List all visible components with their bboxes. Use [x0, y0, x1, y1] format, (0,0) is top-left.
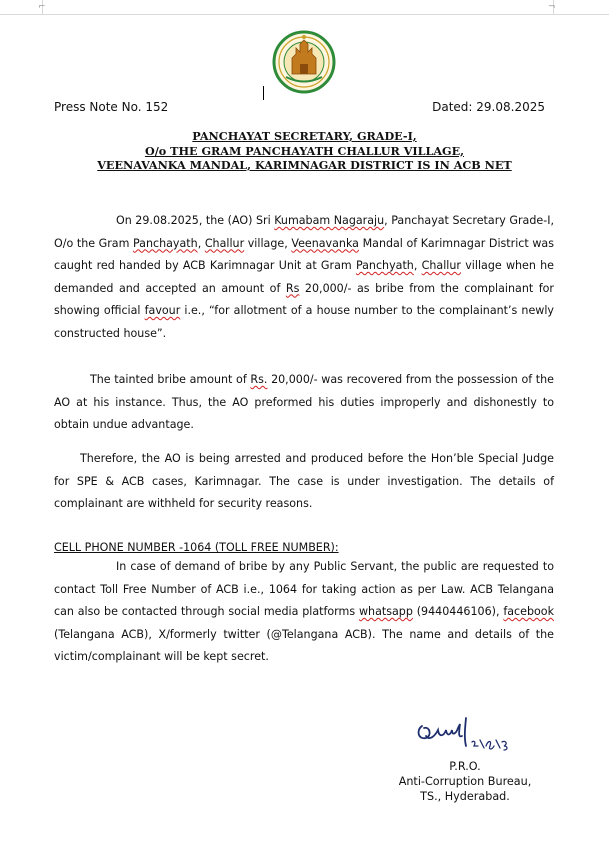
p2-spell-1: Rs.	[250, 373, 268, 386]
p1-text-1: On 29.08.2025, the (AO) Sri	[116, 214, 275, 227]
p1-text-8: 20,000/- as bribe from the complainant for showing official	[54, 281, 554, 317]
p1-spell-6: Rs	[285, 281, 300, 295]
p1-spell-2: Challur	[204, 236, 245, 250]
p1-text-7: village when he demanded and accepted an amount of	[54, 259, 555, 295]
title-line-3: VEENAVANKA MANDAL, KARIMNAGAR DISTRICT IS IN ACB NET	[97, 158, 512, 172]
helpline-whatsapp: whatsapp	[358, 605, 413, 618]
government-emblem-logo	[272, 30, 336, 94]
top-page-edge	[0, 14, 609, 15]
p1-spell-4: Panchyath	[355, 259, 414, 272]
p1-text-9: i.e., “for allotment of a house number to the complainant’s newly constructed house”.	[54, 304, 554, 340]
p1-text-4: village,	[244, 236, 292, 250]
title-line-2: O/o THE GRAM PANCHAYATH CHALLUR VILLAGE,	[144, 143, 465, 158]
p3-text: Therefore, the AO is being arrested and produced before the Hon’ble Special Judge for SPE & ACB cases, Karimnagar. The case is under investigation. The details of complainant are withheld for security reasons.	[54, 452, 554, 510]
paragraph-arrest	[54, 448, 554, 516]
helpline-heading: CELL PHONE NUMBER -1064 (TOLL FREE NUMBER):	[54, 541, 339, 554]
p1-text-3: ,	[197, 236, 205, 250]
crop-mark-left: ⌐	[38, 2, 46, 12]
signatory-location: TS., Hyderabad.	[420, 790, 510, 803]
p1-text-2: , Panchayat Secretary Grade-I, O/o the Gram	[54, 214, 554, 250]
p1-spell-1: Panchayath	[132, 236, 198, 250]
title-line-1: PANCHAYAT SECRETARY, GRADE-I,	[192, 129, 417, 143]
handwritten-signature	[412, 712, 522, 760]
signatory-designation: P.R.O.	[449, 760, 481, 773]
p1-text-5: Mandal of Karimnagar District was caught red handed by ACB Karimnagar Unit at Gram	[54, 236, 554, 272]
helpline-facebook: facebook	[503, 605, 554, 618]
helpline-text-2: (9440446106),	[412, 605, 504, 618]
paragraph-incident	[54, 210, 554, 345]
p2-text-2: 20,000/- was recovered from the possession of the AO at his instance. Thus, the AO preformed his duties improperly and dishonestly to obtain undue advantage.	[54, 373, 555, 431]
p1-spell-3: Veenavanka	[291, 236, 359, 250]
helpline-text-3: (Telangana ACB), X/formerly twitter (@Telangana ACB). The name and details of the victim/complainant will be kept secret.	[54, 627, 554, 663]
p1-ao-name: Kumabam Nagaraju	[274, 214, 385, 227]
text-cursor	[263, 86, 264, 100]
press-note-number: Press Note No. 152	[54, 100, 169, 114]
p1-text-6: ,	[413, 259, 422, 272]
p1-spell-5: Challur	[421, 259, 461, 272]
paragraph-recovery	[54, 369, 554, 437]
press-note-date: Dated: 29.08.2025	[432, 100, 545, 114]
p1-spell-7: favour	[144, 304, 181, 317]
signatory-office: Anti-Corruption Bureau,	[398, 775, 532, 788]
helpline-text-1: In case of demand of bribe by any Public Servant, the public are requested to contact Toll Free Number of ACB i.e., 1064 for taking action as per Law. ACB Telangana can also be contacted through social media platforms	[54, 560, 554, 618]
press-note-title	[60, 129, 549, 173]
p2-text-1: The tainted bribe amount of	[90, 373, 251, 386]
crop-mark-right: ¬	[548, 2, 556, 12]
paragraph-helpline	[54, 556, 554, 669]
